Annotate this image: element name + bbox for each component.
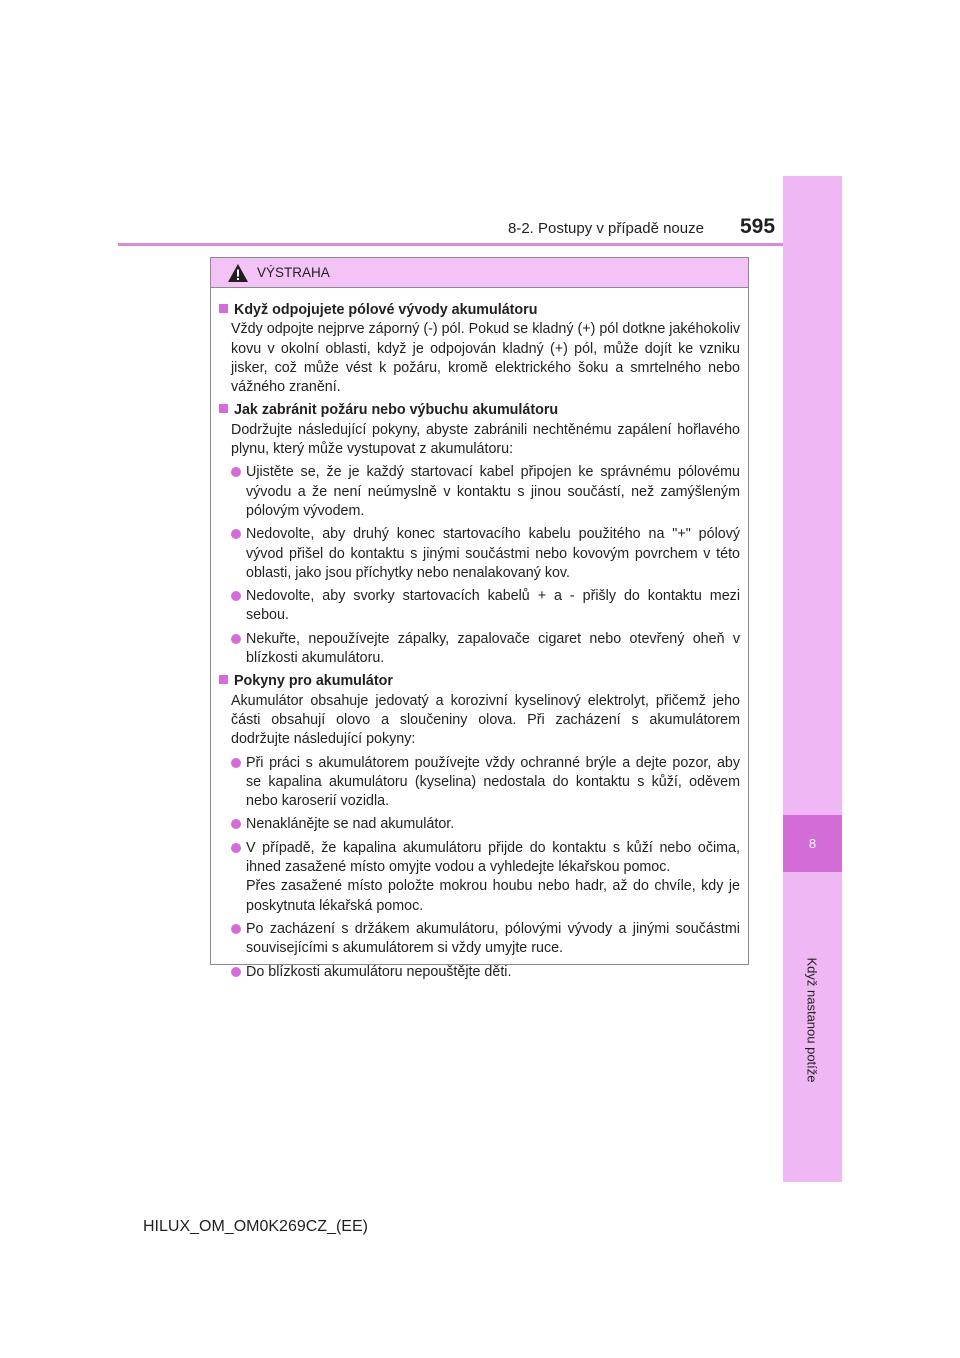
section-heading: [219, 401, 740, 420]
chapter-number-box: [783, 815, 842, 872]
bullet-text: V případě, že kapalina akumulátoru přijde do kontaktu s kůží nebo očima, ihned zasažené místo omyjte vodou a vyhledejte lékařskou pomoc. Přes zasažené místo položte mokrou houbu nebo hadr, až do chvíle, kdy je poskytnuta lékařská pomoc.: [246, 839, 740, 914]
square-bullet-icon: [219, 675, 228, 684]
section-paragraph: Dodržujte následující pokyny, abyste zabránili nechtěnému zapálení hořlavého plynu, který může vystupovat z akumulátoru:: [231, 421, 740, 458]
document-code: HILUX_OM_OM0K269CZ_(EE): [143, 1218, 368, 1235]
bullet-text: Při práci s akumulátorem používejte vždy ochranné brýle a dejte pozor, aby se kapalina akumulátoru (kyselina) nedostala do kontaktu s kůží, oděvem nebo karoserií vozidla.: [246, 754, 740, 810]
bullet-text: Nekuřte, nepoužívejte zápalky, zapalovače cigaret nebo otevřený oheň v blízkosti akumulátoru.: [246, 630, 740, 667]
bullet-item: [219, 839, 740, 916]
section-heading-text: Pokyny pro akumulátor: [234, 673, 393, 690]
bullet-item: [219, 525, 740, 583]
bullet-item: [219, 920, 740, 959]
warning-box: [210, 257, 749, 980]
section-heading: [219, 301, 740, 320]
header-rule: [118, 243, 783, 246]
bullet-text: Po zacházení s držákem akumulátoru, pólovými vývody a jinými součástmi souvisejícími s akumulátorem si vždy umyjte ruce.: [246, 920, 740, 957]
bullet-item: [219, 587, 740, 626]
round-bullet-icon: [231, 819, 241, 829]
round-bullet-icon: [231, 967, 241, 977]
page-number: 595: [740, 215, 776, 238]
section-heading: [219, 672, 740, 691]
chapter-number: 8: [808, 836, 817, 851]
warning-header: [211, 258, 748, 288]
bullet-text: Nedovolte, aby druhý konec startovacího kabelu použitého na "+" pólový vývod přišel do kontaktu s jinými součástmi nebo kovovým povrchem v této oblasti, jako jsou příchytky nebo nenalakovaný kov.: [246, 526, 740, 581]
round-bullet-icon: [231, 924, 241, 934]
section-heading-text: Když odpojujete pólové vývody akumulátoru: [234, 302, 538, 318]
bullet-text: Nedovolte, aby svorky startovacích kabelů + a - přišly do kontaktu mezi sebou.: [246, 588, 740, 624]
round-bullet-icon: [231, 467, 241, 477]
bullet-text: Ujistěte se, že je každý startovací kabel připojen ke správnému pólovému vývodu a že není neúmyslně v kontaktu s jinou součástí, než zamýšleným pólovým vývodem.: [246, 464, 740, 519]
bullet-text: Do blízkosti akumulátoru nepouštějte děti.: [246, 963, 512, 980]
warning-section: [219, 301, 740, 397]
warning-title: VÝSTRAHA: [257, 265, 330, 280]
round-bullet-icon: [231, 591, 241, 601]
section-paragraph: Vždy odpojte nejprve záporný (-) pól. Pokud se kladný (+) pól dotkne jakéhokoliv kovu v okolní oblasti, když je odpojován kladný (+) pól, může dojít ke vzniku jisker, což může vést k požáru, kromě elektrického šoku a smrtelného nebo vážného zranění.: [231, 321, 741, 396]
warning-triangle-icon: [227, 263, 249, 283]
bullet-item: [219, 963, 740, 982]
bullet-item: [219, 815, 740, 834]
square-bullet-icon: [219, 404, 228, 413]
bullet-text: Nenaklánějte se nad akumulátor.: [246, 816, 455, 833]
section-heading-text: Jak zabránit požáru nebo výbuchu akumulátoru: [234, 402, 559, 419]
bullet-item: [219, 754, 740, 812]
warning-body: [211, 288, 748, 982]
round-bullet-icon: [231, 843, 241, 853]
round-bullet-icon: [231, 634, 241, 644]
bullet-item: [219, 463, 740, 521]
round-bullet-icon: [231, 529, 241, 539]
section-paragraph: Akumulátor obsahuje jedovatý a korozivní kyselinový elektrolyt, přičemž jeho části obsahují olovo a sloučeniny olova. Při zacházení s akumulátorem dodržujte následující pokyny:: [231, 692, 740, 748]
bullet-item: [219, 630, 740, 669]
square-bullet-icon: [219, 304, 228, 313]
warning-section: [219, 672, 740, 981]
chapter-label: Když nastanou potíže: [804, 957, 820, 1083]
warning-section: [219, 401, 740, 668]
section-title: 8-2. Postupy v případě nouze: [508, 220, 704, 237]
round-bullet-icon: [231, 758, 241, 768]
